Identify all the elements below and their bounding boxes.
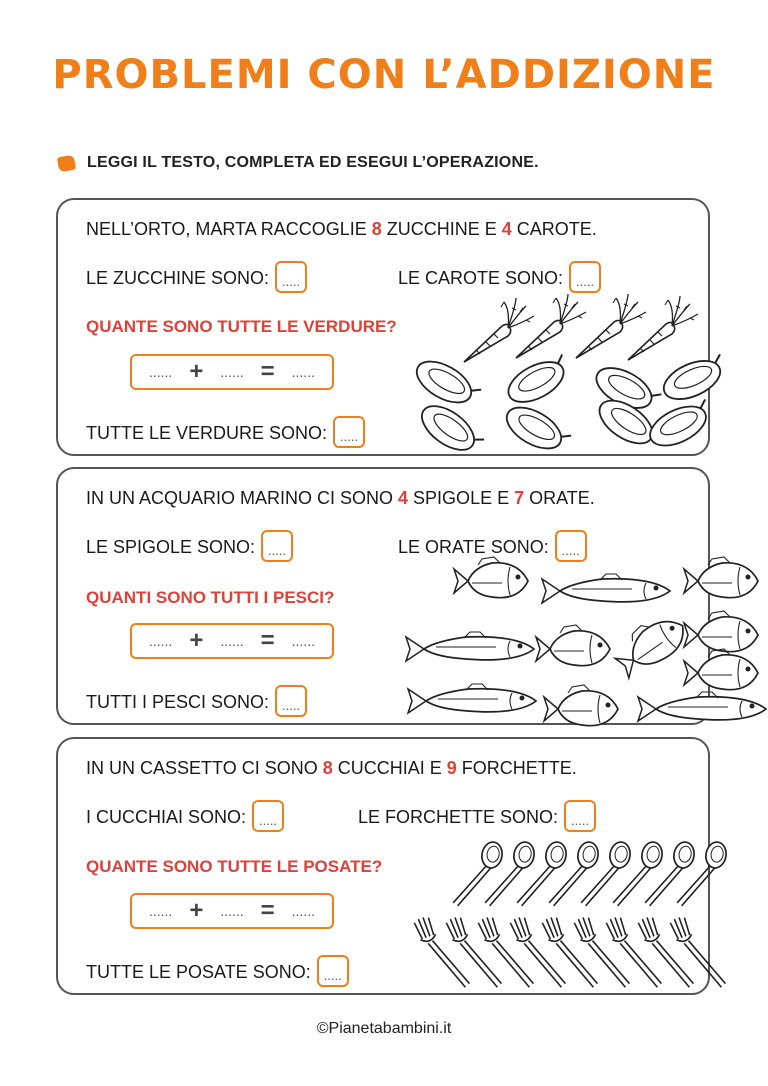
problem-card-3 — [56, 737, 710, 995]
zucchini-illustration — [406, 360, 706, 480]
bullet-icon — [57, 154, 76, 172]
cucchiai-answer-box[interactable]: ..... — [252, 800, 284, 832]
forchette-count-row: LE FORCHETTE SONO: ..... — [358, 802, 596, 834]
forks-illustration — [398, 913, 698, 1003]
carote-count-row: LE CAROTE SONO: ..... — [398, 263, 601, 295]
forchette-answer-box[interactable]: ..... — [564, 800, 596, 832]
addition-box-1[interactable]: ...... + ...... = ...... — [130, 354, 334, 390]
problem-card-1 — [56, 198, 710, 456]
orate-answer-box[interactable]: ..... — [555, 530, 587, 562]
problem-card-2 — [56, 467, 710, 725]
zucchine-count-row: LE ZUCCHINE SONO: ..... — [86, 263, 307, 295]
footer-copyright: ©Pianetabambini.it — [316, 1020, 452, 1037]
addition-box-3[interactable]: ...... + ...... = ...... — [130, 893, 334, 929]
carrots-illustration — [458, 298, 708, 368]
total-row-1: TUTTE LE VERDURE SONO: ..... — [86, 418, 365, 450]
total-answer-box-1[interactable]: ..... — [333, 416, 365, 448]
total-row-2: TUTTI I PESCI SONO: ..... — [86, 687, 307, 719]
orate-count-row: LE ORATE SONO: ..... — [398, 532, 587, 564]
question-2: QUANTI SONO TUTTI I PESCI? — [86, 588, 335, 607]
total-row-3: TUTTE LE POSATE SONO: ..... — [86, 957, 349, 989]
total-answer-box-2[interactable]: ..... — [275, 685, 307, 717]
problem-text-2: IN UN ACQUARIO MARINO CI SONO 4 SPIGOLE E 7 ORATE. — [86, 488, 595, 508]
instruction — [58, 151, 539, 175]
zucchine-answer-box[interactable]: ..... — [275, 261, 307, 293]
carote-answer-box[interactable]: ..... — [569, 261, 601, 293]
question-1: QUANTE SONO TUTTE LE VERDURE? — [86, 317, 397, 336]
problem-text-1: NELL’ORTO, MARTA RACCOGLIE 8 ZUCCHINE E 4 CAROTE. — [86, 219, 597, 239]
addition-box-2[interactable]: ...... + ...... = ...... — [130, 623, 334, 659]
problem-text-3: IN UN CASSETTO CI SONO 8 CUCCHIAI E 9 FORCHETTE. — [86, 758, 577, 778]
total-answer-box-3[interactable]: ..... — [317, 955, 349, 987]
cucchiai-count-row: I CUCCHIAI SONO: ..... — [86, 802, 284, 834]
instruction-text: LEGGI IL TESTO, COMPLETA ED ESEGUI L’OPERAZIONE. — [87, 154, 539, 171]
fish-illustration — [358, 551, 698, 721]
spoons-illustration — [438, 843, 698, 913]
page-title: PROBLEMI CON L’ADDIZIONE — [52, 52, 716, 98]
spigole-count-row: LE SPIGOLE SONO: ..... — [86, 532, 293, 564]
spigole-answer-box[interactable]: ..... — [261, 530, 293, 562]
question-3: QUANTE SONO TUTTE LE POSATE? — [86, 857, 383, 876]
